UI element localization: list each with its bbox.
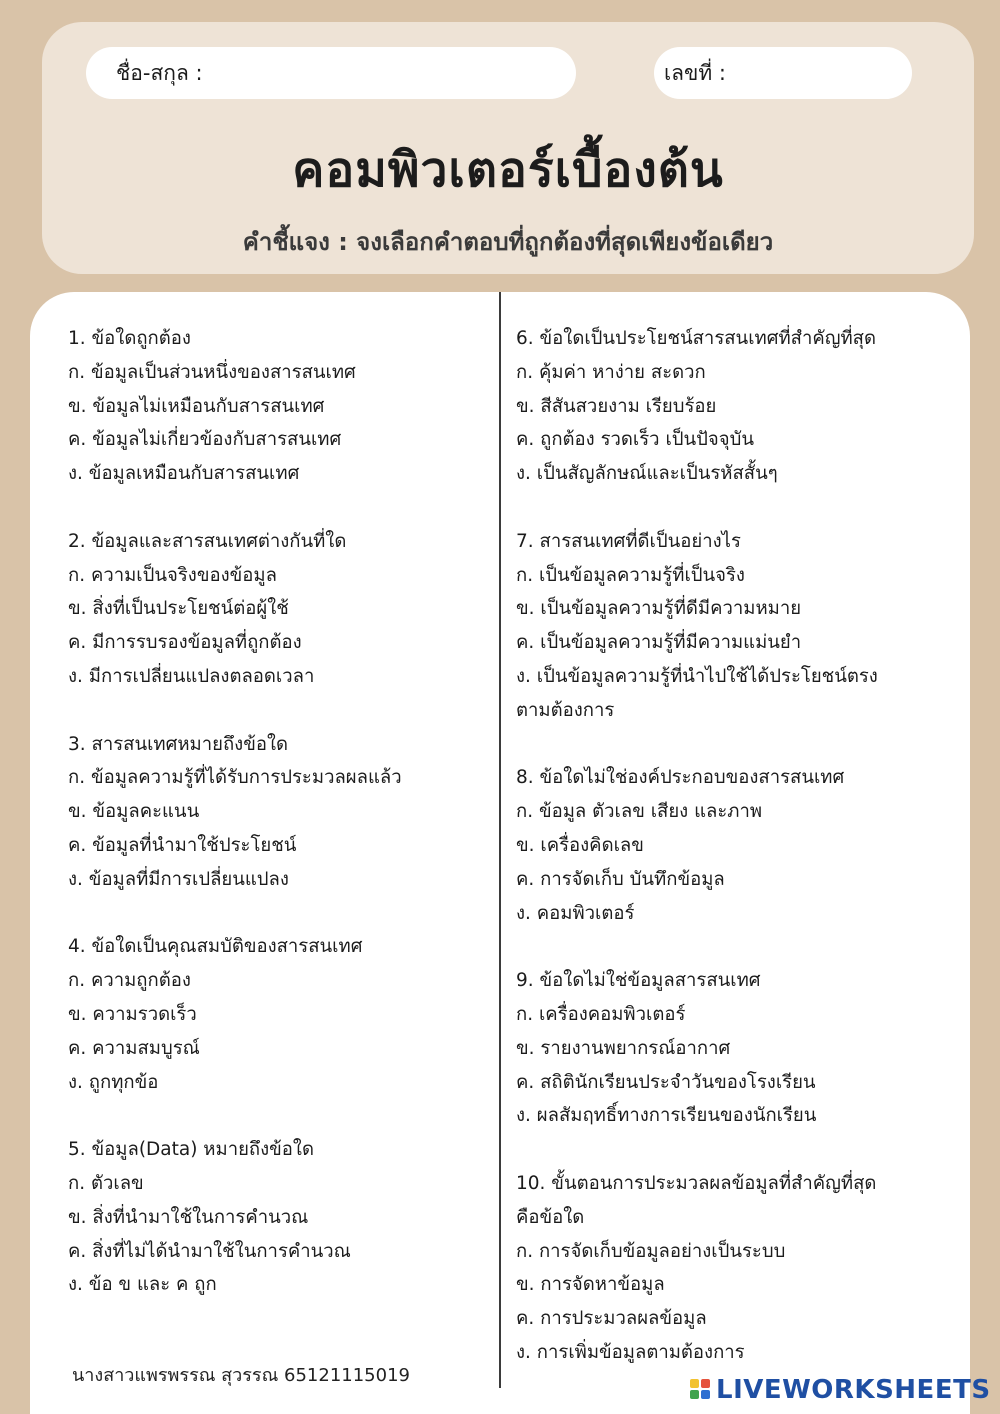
right-question-column (516, 322, 964, 1404)
answer-choice[interactable]: ก. เป็นข้อมูลความรู้ที่เป็นจริง (516, 564, 745, 586)
answer-choice[interactable]: ก. ข้อมูลความรู้ที่ได้รับการประมวลผลแล้ว (68, 767, 402, 789)
answer-choice[interactable]: ข. สิ่งที่นำมาใช้ในการคำนวณ (68, 1206, 309, 1228)
answer-choice[interactable]: ค. ความสมบูรณ์ (68, 1037, 200, 1059)
logo-text: LIVEWORKSHEETS (716, 1375, 991, 1405)
question-block (516, 525, 964, 728)
answer-choice[interactable]: คือข้อใด (516, 1206, 585, 1228)
column-divider (499, 292, 501, 1388)
question-text: 2. ข้อมูลและสารสนเทศต่างกันที่ใด (68, 530, 347, 552)
answer-choice[interactable]: ง. ข้อมูลที่มีการเปลี่ยนแปลง (68, 868, 289, 890)
answer-choice[interactable]: ค. ข้อมูลไม่เกี่ยวข้องกับสารสนเทศ (68, 429, 342, 451)
answer-choice[interactable]: ข. เป็นข้อมูลความรู้ที่ดีมีความหมาย (516, 598, 802, 620)
answer-choice[interactable]: ง. การเพิ่มข้อมูลตามต้องการ (516, 1341, 745, 1363)
answer-choice[interactable]: ข. สิ่งที่เป็นประโยชน์ต่อผู้ใช้ (68, 598, 289, 620)
left-question-column (68, 322, 488, 1336)
answer-choice[interactable]: ง. เป็นข้อมูลความรู้ที่นำไปใช้ได้ประโยชน์ตรง (516, 665, 878, 687)
question-text: 9. ข้อใดไม่ใช่ข้อมูลสารสนเทศ (516, 970, 761, 992)
question-text: 5. ข้อมูล(Data) หมายถึงข้อใด (68, 1139, 314, 1161)
instruction-text: คำชี้แจง : จงเลือกคำตอบที่ถูกต้องที่สุดเพียงข้อเดียว (242, 228, 774, 256)
question-sheet (30, 292, 970, 1414)
answer-choice[interactable]: ค. สถิตินักเรียนประจำวันของโรงเรียน (516, 1071, 816, 1093)
answer-choice[interactable]: ข. ความรวดเร็ว (68, 1003, 197, 1025)
question-text: 1. ข้อใดถูกต้อง (68, 328, 191, 349)
question-text: 7. สารสนเทศที่ดีเป็นอย่างไร (516, 530, 741, 552)
question-block (68, 525, 488, 694)
answer-choice[interactable]: ค. ข้อมูลที่นำมาใช้ประโยชน์ (68, 834, 297, 856)
answer-choice[interactable]: ก. ข้อมูล ตัวเลข เสียง และภาพ (516, 801, 763, 823)
question-block (516, 964, 964, 1133)
answer-choice[interactable]: ง. มีการเปลี่ยนแปลงตลอดเวลา (68, 665, 315, 687)
answer-choice[interactable]: ง. ข้อมูลเหมือนกับสารสนเทศ (68, 463, 300, 485)
question-block (516, 322, 964, 491)
answer-choice[interactable]: ค. การจัดเก็บ บันทึกข้อมูล (516, 868, 725, 890)
student-number-field[interactable] (654, 47, 912, 99)
author-credit: นางสาวแพรพรรณ สุวรรณ 65121115019 (72, 1365, 410, 1386)
answer-choice[interactable]: ก. คุ้มค่า หาง่าย สะดวก (516, 361, 706, 383)
answer-choice[interactable]: ค. การประมวลผลข้อมูล (516, 1308, 707, 1330)
answer-choice[interactable]: ก. ตัวเลข (68, 1172, 144, 1194)
answer-choice[interactable]: ก. ความเป็นจริงของข้อมูล (68, 564, 277, 586)
answer-choice[interactable]: ง. เป็นสัญลักษณ์และเป็นรหัสสั้นๆ (516, 463, 778, 485)
name-label: ชื่อ-สกุล : (116, 61, 203, 85)
question-block (516, 1167, 964, 1370)
answer-choice[interactable]: ก. การจัดเก็บข้อมูลอย่างเป็นระบบ (516, 1240, 786, 1262)
answer-choice[interactable]: ข. การจัดหาข้อมูล (516, 1274, 665, 1296)
answer-choice[interactable]: ค. สิ่งที่ไม่ได้นำมาใช้ในการคำนวณ (68, 1240, 351, 1262)
answer-choice[interactable]: ข. ข้อมูลไม่เหมือนกับสารสนเทศ (68, 395, 325, 417)
answer-choice[interactable]: ง. ข้อ ข และ ค ถูก (68, 1274, 217, 1296)
question-block (68, 1133, 488, 1302)
answer-choice[interactable]: ค. ถูกต้อง รวดเร็ว เป็นปัจจุบัน (516, 429, 754, 451)
answer-choice[interactable]: ก. เครื่องคอมพิวเตอร์ (516, 1003, 686, 1025)
answer-choice[interactable]: ก. ความถูกต้อง (68, 970, 191, 992)
answer-choice[interactable]: ก. ข้อมูลเป็นส่วนหนึ่งของสารสนเทศ (68, 361, 356, 383)
answer-choice[interactable]: ข. สีสันสวยงาม เรียบร้อย (516, 395, 717, 417)
student-number-label: เลขที่ : (664, 61, 726, 85)
answer-choice[interactable]: ง. คอมพิวเตอร์ (516, 902, 635, 924)
worksheet-title: คอมพิวเตอร์เบื้องต้น (292, 142, 724, 198)
question-block (68, 728, 488, 897)
header-panel (42, 22, 974, 274)
answer-choice[interactable]: ง. ถูกทุกข้อ (68, 1071, 159, 1093)
question-text: 4. ข้อใดเป็นคุณสมบัติของสารสนเทศ (68, 936, 363, 958)
question-text: 3. สารสนเทศหมายถึงข้อใด (68, 733, 289, 755)
question-block (68, 930, 488, 1099)
answer-choice[interactable]: ค. มีการรบรองข้อมูลที่ถูกต้อง (68, 632, 302, 654)
question-text: 10. ขั้นตอนการประมวลผลข้อมูลที่สำคัญที่สุด (516, 1172, 877, 1194)
liveworksheets-logo (690, 1372, 991, 1408)
question-block (68, 322, 488, 491)
answer-choice[interactable]: ง. ผลสัมฤทธิ์ทางการเรียนของนักเรียน (516, 1105, 817, 1127)
logo-grid-icon (690, 1379, 712, 1401)
question-text: 6. ข้อใดเป็นประโยชน์สารสนเทศที่สำคัญที่สุด (516, 328, 876, 349)
name-field[interactable] (86, 47, 576, 99)
answer-choice[interactable]: ข. เครื่องคิดเลข (516, 834, 644, 856)
answer-choice[interactable]: ข. รายงานพยากรณ์อากาศ (516, 1037, 731, 1059)
answer-choice[interactable]: ข. ข้อมูลคะแนน (68, 801, 200, 823)
answer-choice[interactable]: ค. เป็นข้อมูลความรู้ที่มีความแม่นยำ (516, 632, 802, 654)
question-text: 8. ข้อใดไม่ใช่องค์ประกอบของสารสนเทศ (516, 767, 845, 789)
answer-choice[interactable]: ตามต้องการ (516, 699, 615, 721)
question-block (516, 761, 964, 930)
